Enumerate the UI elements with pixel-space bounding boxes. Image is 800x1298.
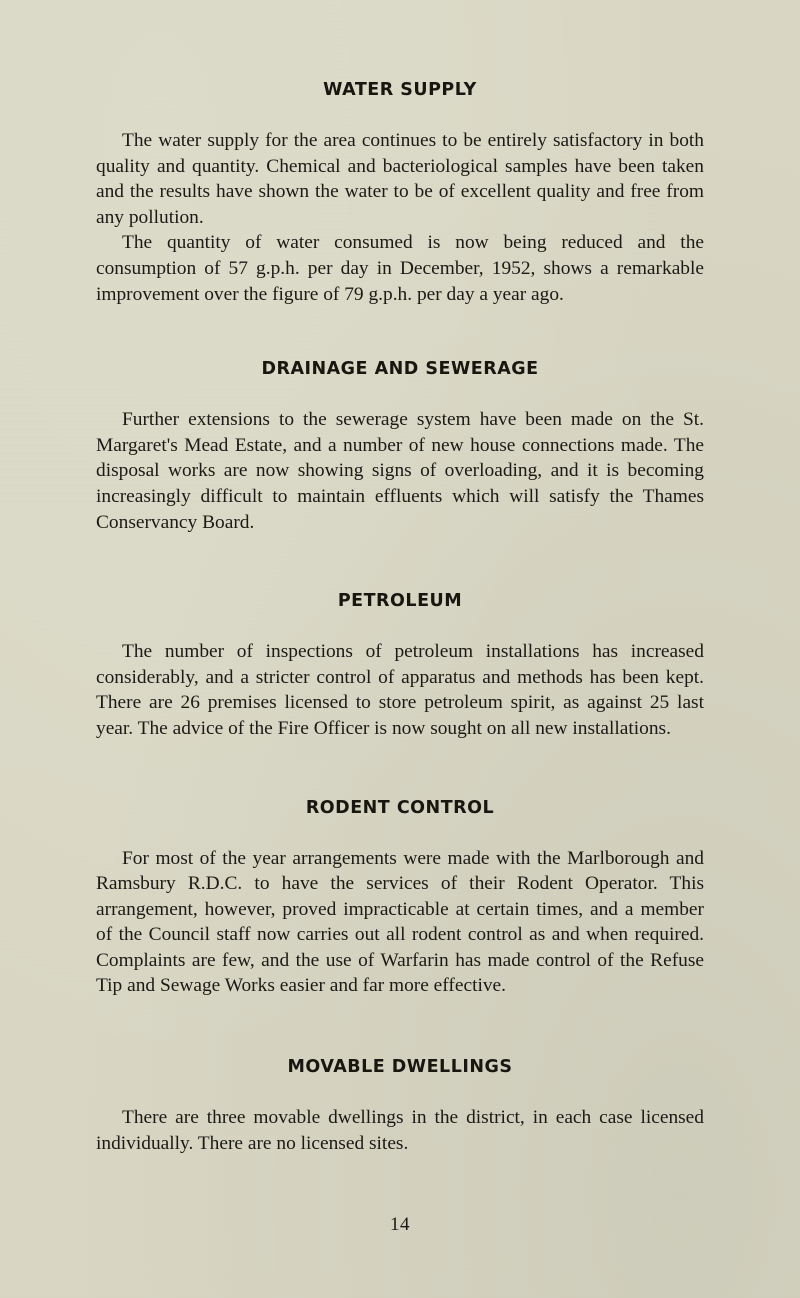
section-heading-rodent-control: RODENT CONTROL: [305, 797, 495, 818]
section-petroleum: [96, 591, 704, 741]
paragraph-water-supply-1: The water supply for the area continues to be entirely satisfactory in both quality and quantity. Chemical and bacteriological samples have been taken and the results have shown the water to be of excellent quality and free from any pollution.: [96, 130, 704, 228]
section-heading-petroleum: PETROLEUM: [337, 591, 463, 612]
page-number: 14: [390, 1214, 410, 1235]
section-rodent-control: [96, 798, 704, 1000]
section-water-supply: [96, 80, 704, 307]
section-drainage-and-sewerage: [96, 359, 704, 535]
section-heading-drainage-and-sewerage: DRAINAGE AND SEWERAGE: [261, 359, 539, 380]
section-movable-dwellings: [96, 1057, 704, 1156]
paragraph-movable-dwellings-1: There are three movable dwellings in the district, in each case licensed individually. There are no licensed sites.: [96, 1107, 704, 1154]
section-heading-water-supply: WATER SUPPLY: [323, 80, 477, 100]
paragraph-drainage-1: Further extensions to the sewerage system have been made on the St. Margaret's Mead Estate, and a number of new house connections made. The disposal works are now showing signs of overloading, and it is becoming increasingly difficult to maintain effluents which will satisfy the Thames Conservancy Board.: [96, 409, 704, 533]
section-heading-movable-dwellings: MOVABLE DWELLINGS: [287, 1057, 513, 1078]
paragraph-water-supply-2: The quantity of water consumed is now being reduced and the consumption of 57 g.p.h. per day in December, 1952, shows a remarkable improvement over the figure of 79 g.p.h. per day a year ago.: [96, 232, 704, 305]
paragraph-petroleum-1: The number of inspections of petroleum installations has increased considerably, and a stricter control of apparatus and methods has been kept. There are 26 premises licensed to store petroleum spirit, as against 25 last year. The advice of the Fire Officer is now sought on all new installations.: [96, 641, 704, 739]
paragraph-rodent-control-1: For most of the year arrangements were made with the Marlborough and Ramsbury R.D.C. to have the services of their Rodent Operator. This arrangement, however, proved impracticable at certain times, and a member of the Council staff now carries out all rodent control as and when required. Complaints are few, and the use of Warfarin has made control of the Refuse Tip and Sewage Works easier and far more effective.: [96, 847, 704, 997]
